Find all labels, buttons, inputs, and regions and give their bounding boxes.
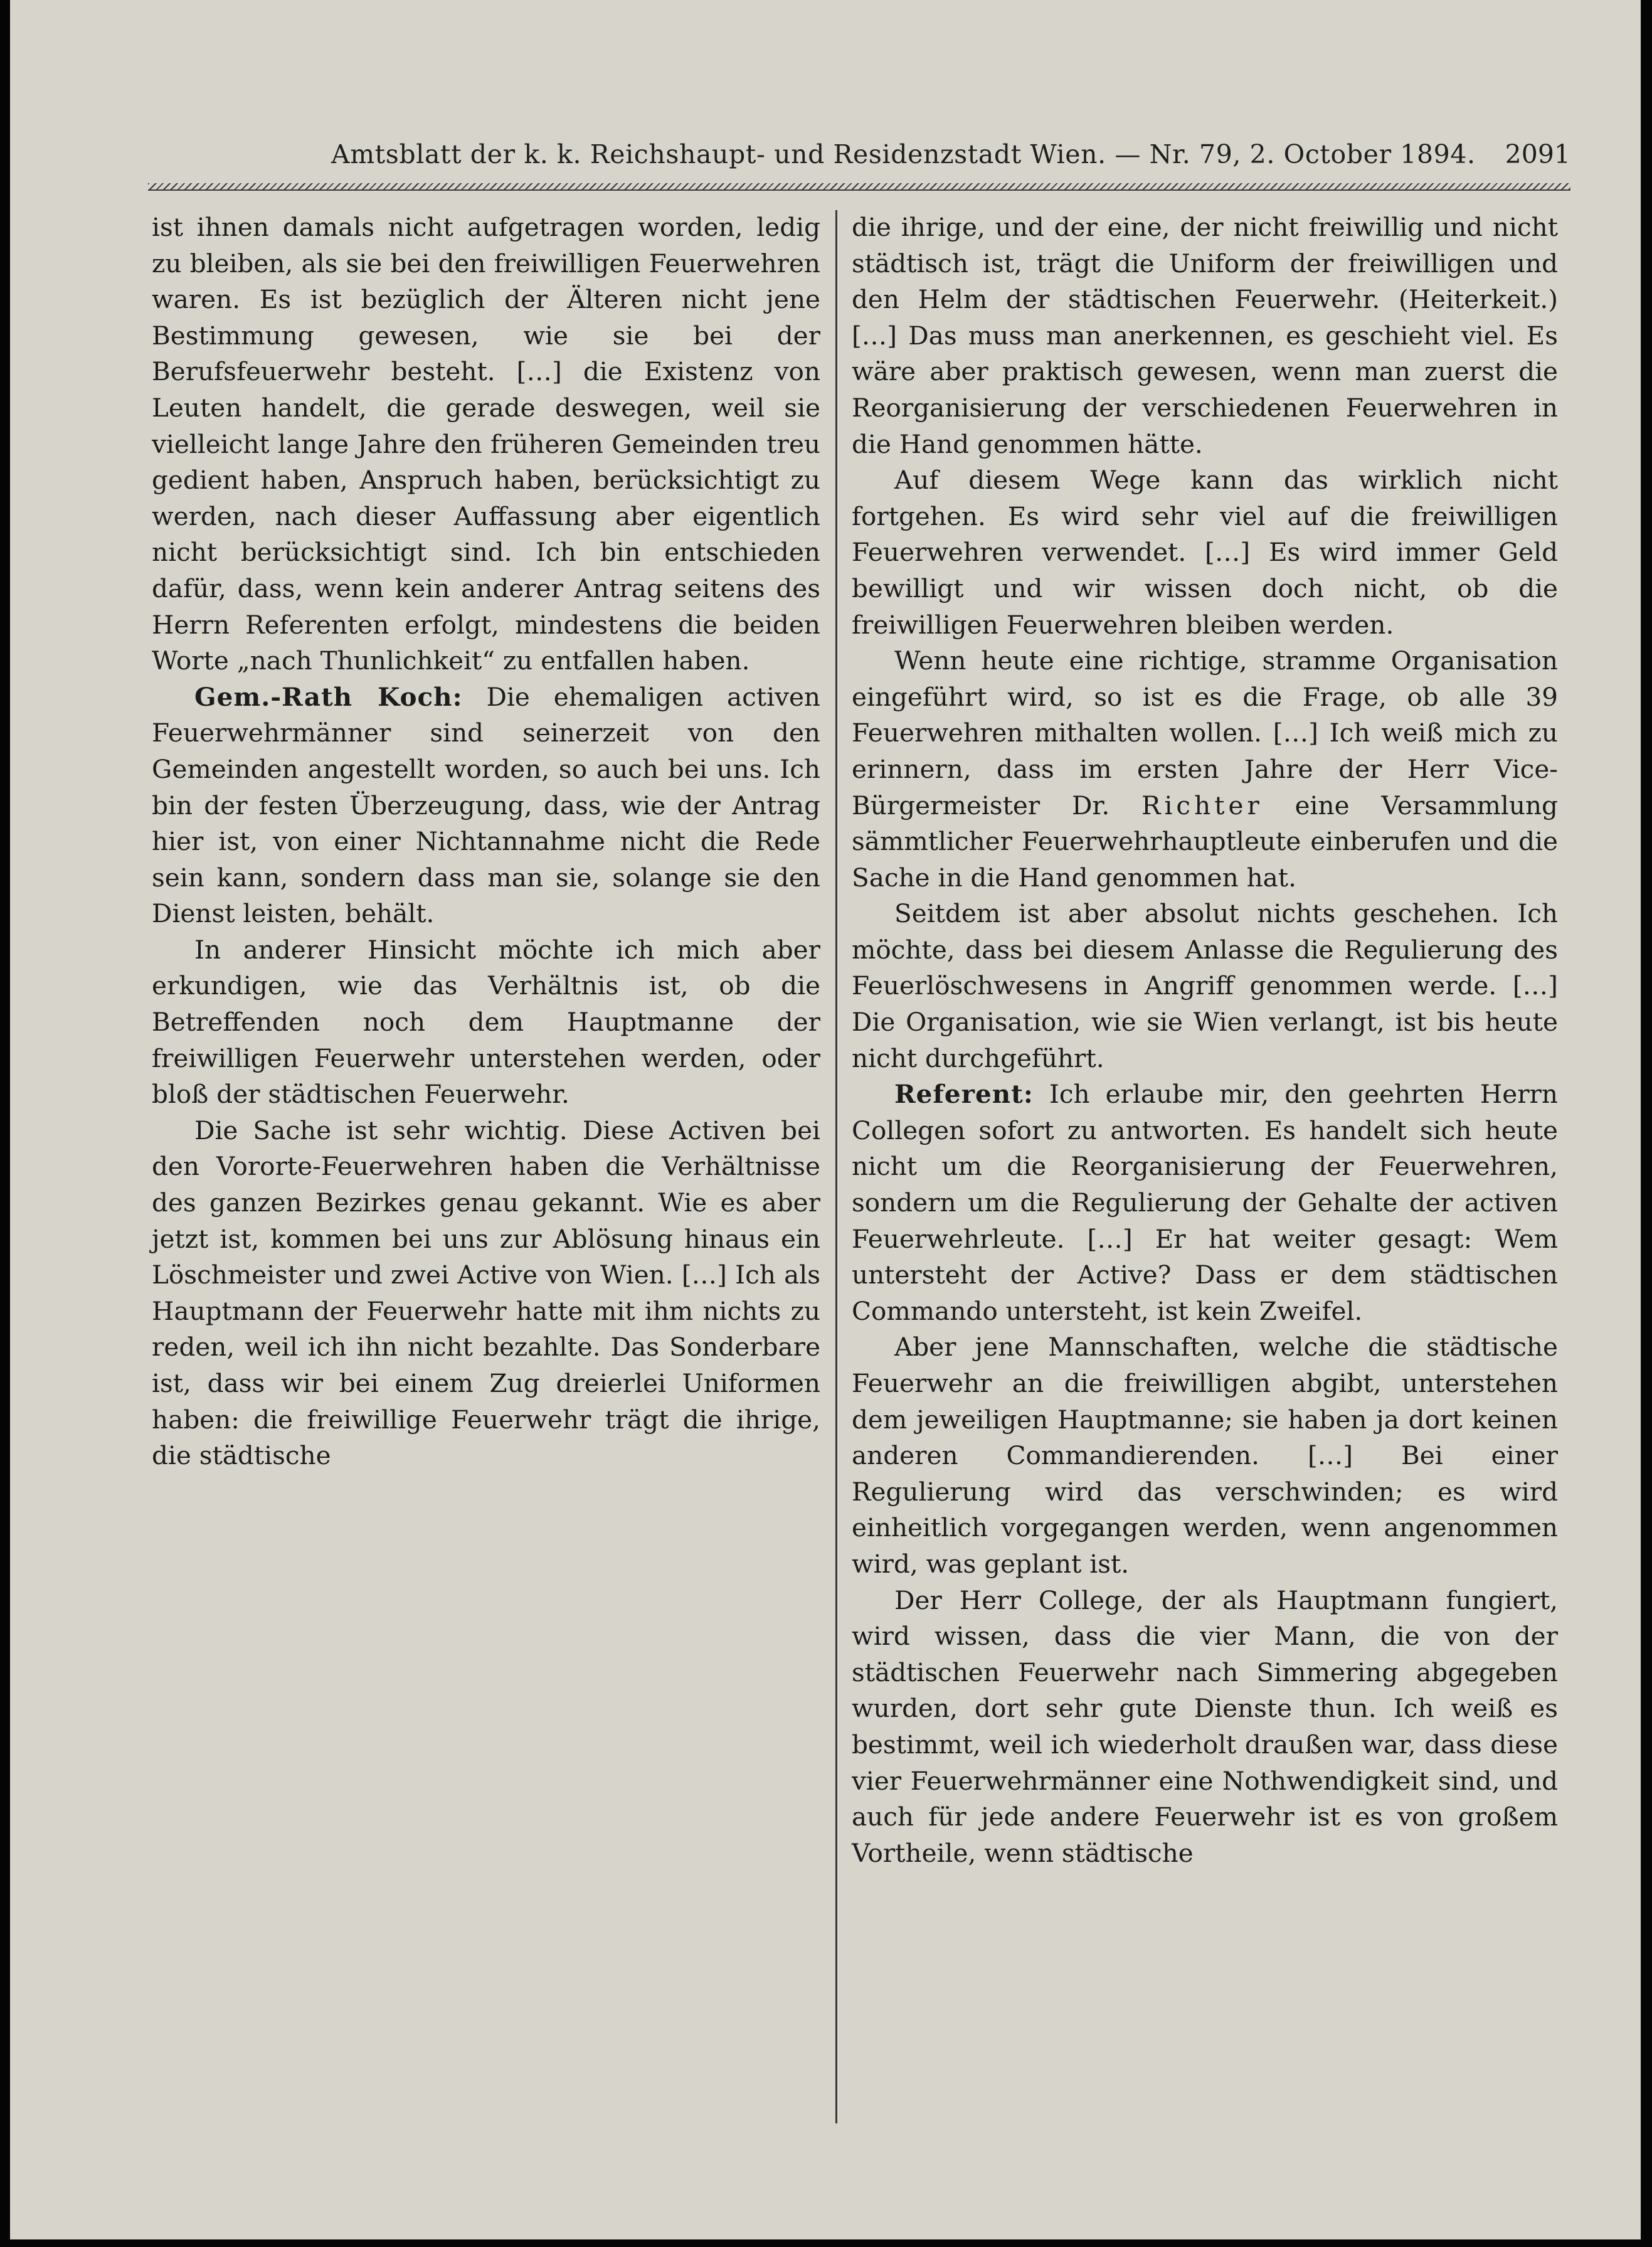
- paragraph: In anderer Hinsicht möchte ich mich aber erkundigen, wie das Verhältnis ist, ob die Betreffenden noch dem Hauptmanne der freiwilligen Feuerwehr unterstehen werden, oder bloß der städtischen Feuerwehr.: [152, 934, 820, 1110]
- paragraph-text: eine Versammlung sämmtlicher Feuerwehrhauptleute einberufen und die Sache in die Hand genommen hat.: [852, 790, 1558, 893]
- paragraph: die ihrige, und der eine, der nicht freiwillig und nicht städtisch ist, trägt die Uniform der freiwilligen und den Helm der städtischen Feuerwehr. (Heiterkeit.) […] Das muss man anerkennen, es geschieht viel. Es wäre aber praktisch gewesen, wenn man zuerst die Reorganisierung der verschiedenen Feuerwehren in die Hand genommen hätte.: [852, 212, 1558, 459]
- paragraph: Auf diesem Wege kann das wirklich nicht fortgehen. Es wird sehr viel auf die freiwilligen Feuerwehren verwendet. […] Es wird immer Geld bewilligt und wir wissen doch nicht, ob die freiwilligen Feuerwehren bleiben werden.: [852, 465, 1558, 640]
- paragraph-text: Wenn heute eine richtige, stramme Organisation eingeführt wird, so ist es die Frage, ob alle 39 Feuerwehren mithalten wollen. […] Ich weiß mich zu erinnern, dass im ersten Jahre der Herr Vice-Bürgermeister Dr.: [852, 645, 1558, 821]
- person-name: Richter: [1141, 790, 1263, 821]
- paragraph: [152, 679, 820, 932]
- speaker-name: Gem.-Rath Koch:: [194, 681, 463, 712]
- right-column: [852, 210, 1558, 1871]
- left-column: [152, 210, 820, 1474]
- paragraph-text: Die ehemaligen activen Feuerwehrmänner sind seinerzeit von den Gemeinden angestellt worden, so auch bei uns. Ich bin der festen Überzeugung, dass, wie der Antrag hier ist, von einer Nichtannahme nicht die Rede sein kann, sondern dass man sie, solange sie den Dienst leisten, behält.: [152, 681, 821, 929]
- page-number: 2091: [1505, 139, 1570, 169]
- paragraph: Der Herr College, der als Hauptmann fungiert, wird wissen, dass die vier Mann, die von der städtischen Feuerwehr nach Simmering abgegeben wurden, dort sehr gute Dienste thun. Ich weiß es bestimmt, weil ich wiederholt draußen war, dass diese vier Feuerwehrmänner eine Nothwendigkeit sind, und auch für jede andere Feuerwehr ist es von großem Vortheile, wenn städtische: [852, 1585, 1558, 1868]
- paragraph: Die Sache ist sehr wichtig. Diese Activen bei den Vororte-Feuerwehren haben die Verhältnisse des ganzen Bezirkes genau gekannt. Wie es aber jetzt ist, kommen bei uns zur Ablösung hinaus ein Löschmeister und zwei Active von Wien. […] Ich als Hauptmann der Feuerwehr hatte mit ihm nichts zu reden, weil ich ihn nicht bezahlte. Das Sonderbare ist, dass wir bei einem Zug dreierlei Uniformen haben: die freiwillige Feuerwehr trägt die ihrige, die städtische: [152, 1115, 820, 1471]
- paragraph-text: Ich erlaube mir, den geehrten Herrn Collegen sofort zu antworten. Es handelt sich heute nicht um die Reorganisierung der Feuerwehren, sondern um die Regulierung der Gehalte der activen Feuerwehrleute. […] Er hat weiter gesagt: Wem untersteht der Active? Dass er dem städtischen Commando untersteht, ist kein Zweifel.: [852, 1079, 1558, 1326]
- paragraph: Aber jene Mannschaften, welche die städtische Feuerwehr an die freiwilligen abgibt, unterstehen dem jeweiligen Hauptmanne; sie haben ja dort keinen anderen Commandierenden. […] Bei einer Regulierung wird das verschwinden; es wird einheitlich vorgegangen werden, wenn angenommen wird, was geplant ist.: [852, 1332, 1558, 1579]
- paragraph: [852, 1076, 1558, 1329]
- paragraph: Seitdem ist aber absolut nichts geschehen. Ich möchte, dass bei diesem Anlasse die Regulierung des Feuerlöschwesens in Angriff genommen werde. […] Die Organisation, wie sie Wien verlangt, ist bis heute nicht durchgeführt.: [852, 898, 1558, 1073]
- newspaper-page: [10, 0, 1641, 2239]
- column-divider: [835, 210, 837, 2123]
- speaker-name: Referent:: [894, 1079, 1034, 1110]
- header-divider: [148, 183, 1570, 191]
- paragraph: [852, 643, 1558, 896]
- running-title: Amtsblatt der k. k. Reichshaupt- und Residenzstadt Wien. — Nr. 79, 2. October 1894.: [331, 139, 1476, 169]
- paragraph: ist ihnen damals nicht aufgetragen worden, ledig zu bleiben, als sie bei den freiwilligen Feuerwehren waren. Es ist bezüglich der Älteren nicht jene Bestimmung gewesen, wie sie bei der Berufsfeuerwehr besteht. […] die Existenz von Leuten handelt, die gerade deswegen, weil sie vielleicht lange Jahre den früheren Gemeinden treu gedient haben, Anspruch haben, berücksichtigt zu werden, nach dieser Auffassung aber eigentlich nicht berücksichtigt sind. Ich bin entschieden dafür, dass, wenn kein anderer Antrag seitens des Herrn Referenten erfolgt, mindestens die beiden Worte „nach Thunlichkeit“ zu entfallen haben.: [152, 212, 820, 676]
- page-header: [10, 139, 1641, 177]
